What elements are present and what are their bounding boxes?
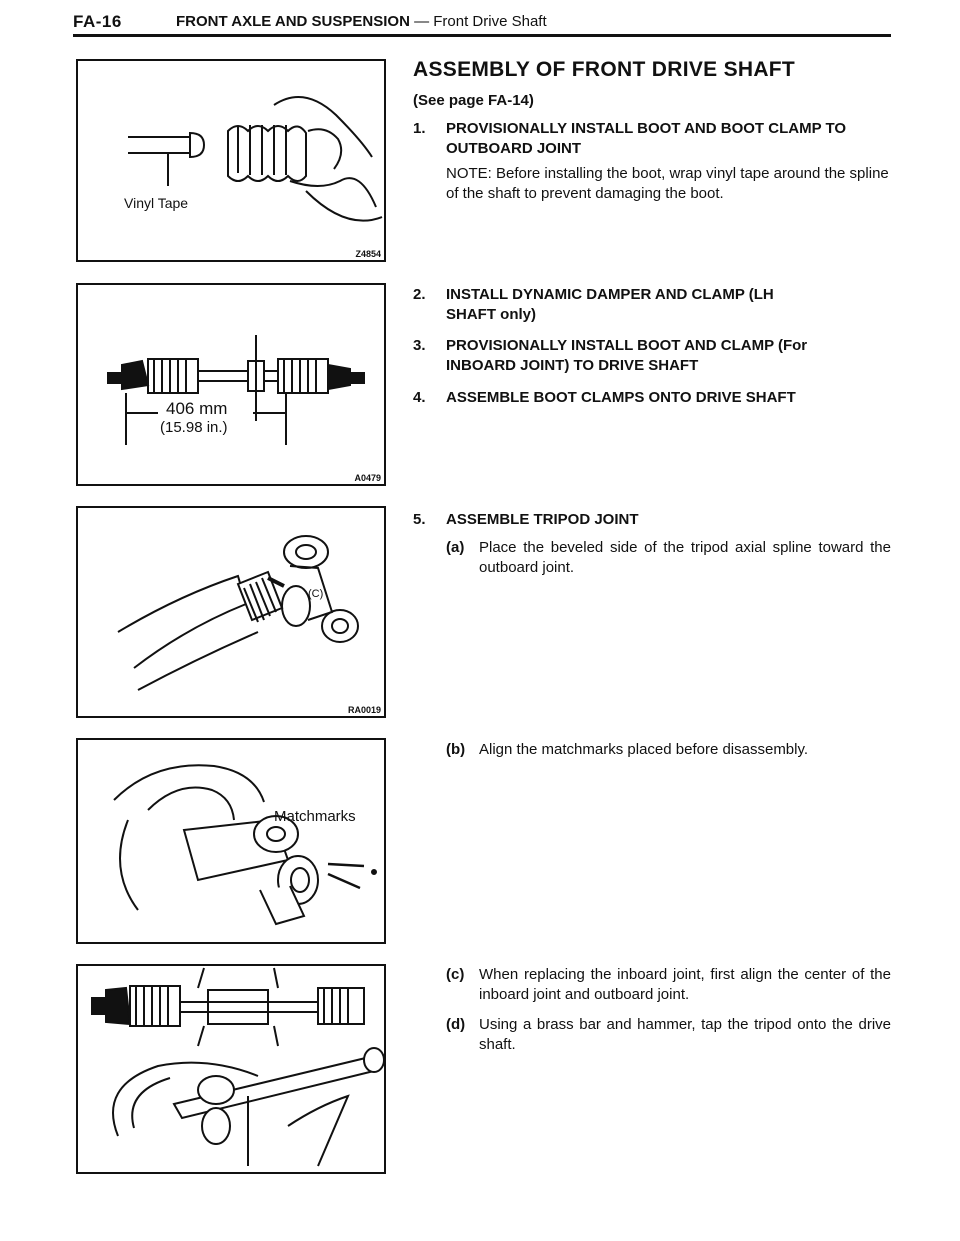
page-header [73,10,891,36]
step-text: INSTALL DYNAMIC DAMPER AND CLAMP (LH SHAFT only) [446,286,774,323]
note-text: NOTE: Before installing the boot, wrap vinyl tape around the spline of the shaft to prevent damaging the boot. [446,165,889,202]
substep-label: (d) [446,1016,466,1033]
page-code: FA-16 [73,12,122,31]
figure-matchmarks [76,738,386,944]
header-rule [73,34,891,37]
step-1-note [413,164,893,208]
step-number: 1. [413,120,426,137]
substep-d [413,1015,893,1059]
figure-tap-tripod [76,964,386,1174]
length-mm-label: 406 mm [166,399,228,418]
substep-label: (b) [446,741,466,758]
figure-code: RA0019 [347,705,381,715]
substep-text: When replacing the inboard joint, first align the center of the inboard joint and outboard joint. [479,966,891,1003]
c-mark-label: (C) [308,588,324,600]
substep-label: (c) [446,966,465,983]
step-text: ASSEMBLE TRIPOD JOINT [446,511,639,528]
section-title-sub: — Front Drive Shaft [414,13,547,30]
length-in-label: (15.98 in.) [160,419,228,436]
step-number: 2. [413,286,426,303]
substep-b [413,740,893,762]
step-5 [413,510,893,532]
section-title-main: FRONT AXLE AND SUSPENSION [176,13,410,30]
figure-code: Z4854 [355,249,381,259]
vinyl-tape-illustration [78,61,384,260]
see-page-ref: (See page FA-14) [413,92,534,109]
step-number: 4. [413,389,426,406]
substep-label: (a) [446,539,465,556]
matchmarks-label: Matchmarks [274,808,356,825]
step-text: PROVISIONALLY INSTALL BOOT AND CLAMP (For INBOARD JOINT) TO DRIVE SHAFT [446,337,808,374]
shaft-length-illustration [78,285,384,484]
substep-text: Place the beveled side of the tripod axial spline toward the outboard joint. [479,539,891,576]
substep-text: Using a brass bar and hammer, tap the tripod onto the drive shaft. [479,1016,891,1053]
figure-vinyl-tape [76,59,386,262]
step-1 [413,119,893,163]
step-number: 5. [413,511,426,528]
substep-a [413,538,893,582]
vinyl-tape-label: Vinyl Tape [124,195,189,211]
step-3 [413,336,893,380]
substep-c [413,965,893,1009]
step-text: PROVISIONALLY INSTALL BOOT AND BOOT CLAMP TO OUTBOARD JOINT [446,120,847,157]
figure-shaft-length [76,283,386,486]
page-heading: ASSEMBLY OF FRONT DRIVE SHAFT [413,58,796,81]
matchmarks-illustration [78,740,384,942]
figure-tripod-bevel [76,506,386,718]
step-2 [413,285,893,329]
step-text: ASSEMBLE BOOT CLAMPS ONTO DRIVE SHAFT [446,389,796,406]
step-4 [413,388,893,410]
substep-text: Align the matchmarks placed before disassembly. [479,741,809,758]
step-number: 3. [413,337,426,354]
tap-tripod-illustration [78,966,384,1172]
tripod-bevel-illustration [78,508,384,716]
figure-code: A0479 [354,473,381,483]
section-title [176,13,547,30]
